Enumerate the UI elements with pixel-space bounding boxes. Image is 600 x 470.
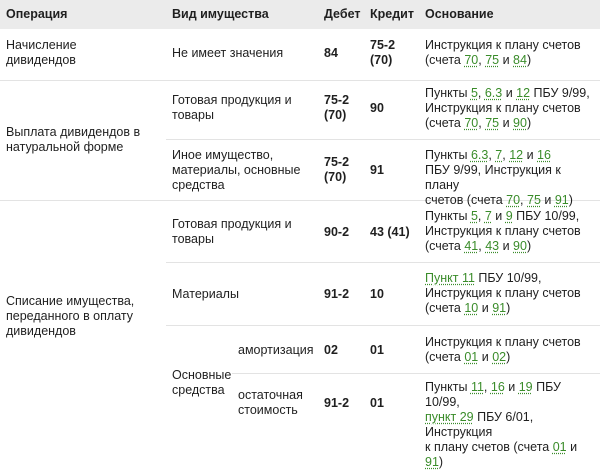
basis-text: ) (526, 239, 532, 253)
reference-link[interactable]: 91 (554, 193, 569, 207)
cell-line: Иное имущество, (172, 148, 274, 162)
basis-cell (425, 335, 597, 365)
debit-cell: 91-2 (324, 287, 350, 301)
basis-text: ПБУ 9/99, Инструкция к плану (425, 163, 561, 192)
basis-text: ) (526, 116, 532, 130)
credit-cell: 01 (370, 343, 384, 357)
basis-text: , (478, 116, 486, 130)
basis-text: и (499, 239, 514, 253)
basis-text: и (499, 53, 514, 67)
basis-text: и (502, 86, 517, 100)
cell-line: 75-2 (324, 93, 350, 107)
cell-line: Готовая продукция и (172, 217, 292, 231)
basis-text: , (478, 53, 486, 67)
reference-link[interactable]: 75 (485, 53, 500, 67)
row-divider (232, 373, 600, 374)
basis-line (425, 38, 597, 53)
reference-link[interactable]: 16 (537, 148, 551, 162)
reference-link[interactable]: 6.3 (484, 86, 503, 100)
cell-line: Не имеет значения (172, 46, 284, 60)
basis-line (425, 116, 597, 131)
reference-link[interactable]: 5 (470, 209, 478, 223)
debit-cell: 91-2 (324, 396, 350, 410)
credit-cell: 43 (41) (370, 225, 410, 239)
reference-link[interactable]: 9 (505, 209, 513, 223)
reference-link[interactable]: 5 (470, 86, 478, 100)
basis-text: ПБУ 10/99, (474, 271, 542, 285)
cell-line: Начисление (6, 38, 77, 52)
basis-text: и (523, 148, 538, 162)
reference-link[interactable]: 11 (470, 380, 484, 394)
basis-text: Инструкция к плану счетов (425, 335, 581, 349)
basis-line (425, 350, 597, 365)
reference-link[interactable]: 91 (425, 455, 439, 469)
cell-line: средства (172, 383, 225, 397)
basis-text: ПБУ 10/99, (512, 209, 580, 223)
row-divider (0, 80, 166, 81)
reference-link[interactable]: 19 (518, 380, 533, 394)
basis-line (425, 380, 597, 410)
basis-text: и (491, 209, 506, 223)
reference-link[interactable]: 12 (516, 86, 531, 100)
property-cell (172, 46, 312, 61)
basis-text: Пункты (425, 209, 471, 223)
basis-text: и (478, 301, 493, 315)
cell-line: дивидендов (6, 324, 76, 338)
reference-link[interactable]: 70 (506, 193, 521, 207)
reference-link[interactable]: 70 (464, 116, 479, 130)
basis-text: , (483, 380, 491, 394)
credit-cell: 01 (370, 396, 384, 410)
basis-text: ) (438, 455, 444, 469)
cell-line: товары (172, 232, 214, 246)
row-divider (166, 325, 600, 326)
basis-text: , (520, 193, 527, 207)
basis-text: Инструкция к плану счетов (425, 286, 581, 300)
debit-cell: 90-2 (324, 225, 350, 239)
cell-line: Основные (172, 368, 232, 382)
property-cell (172, 217, 312, 247)
basis-cell (425, 380, 597, 470)
operation-cell (6, 125, 156, 155)
basis-text: ) (526, 53, 532, 67)
cell-line: натуральной форме (6, 140, 124, 154)
reference-link[interactable]: пункт 29 (425, 410, 474, 424)
fixed-assets-label (172, 368, 232, 398)
basis-line (425, 301, 597, 316)
basis-text: Инструкция к плану счетов (425, 101, 581, 115)
basis-text: (счета (425, 239, 465, 253)
header-debit: Дебет (324, 7, 361, 21)
basis-text: Инструкция к плану счетов (425, 38, 581, 52)
property-cell (172, 93, 312, 123)
basis-text: Инструкция к плану счетов (425, 224, 581, 238)
basis-cell (425, 148, 597, 208)
row-divider (166, 262, 600, 263)
operation-cell (6, 38, 156, 68)
basis-line (425, 53, 597, 68)
basis-line (425, 193, 597, 208)
basis-text: ) (506, 350, 511, 364)
basis-text: ) (568, 193, 573, 207)
cell-line: 75-2 (324, 155, 350, 169)
reference-link[interactable]: 75 (527, 193, 541, 207)
basis-line (425, 335, 597, 350)
property-subcell (238, 388, 318, 418)
cell-line: (70) (324, 108, 347, 122)
cell-line: Выплата дивидендов в (6, 125, 141, 139)
basis-line (425, 410, 597, 440)
basis-text: и (504, 380, 519, 394)
cell-line: остаточная (238, 388, 303, 402)
basis-text: Пункты (425, 148, 471, 162)
reference-link[interactable]: 70 (464, 53, 479, 67)
basis-cell (425, 271, 597, 316)
basis-text: и (540, 193, 555, 207)
basis-text: Пункты (425, 86, 471, 100)
reference-link[interactable]: 12 (509, 148, 524, 162)
reference-link[interactable]: 7 (495, 148, 503, 162)
debit-cell (324, 93, 349, 123)
credit-cell: 91 (370, 163, 384, 177)
cell-line: (70) (370, 53, 393, 67)
cell-line: амортизация (238, 343, 314, 357)
basis-text: , (502, 148, 510, 162)
basis-text: и (478, 350, 493, 364)
basis-text: (счета (425, 53, 465, 67)
basis-line (425, 271, 597, 286)
basis-line (425, 86, 597, 101)
basis-line (425, 286, 597, 301)
basis-text: к плану счетов (счета (425, 440, 553, 454)
basis-line (425, 163, 597, 193)
basis-text: (счета (425, 116, 465, 130)
reference-link[interactable]: 10 (464, 301, 479, 315)
credit-cell (370, 38, 395, 68)
cell-line: материалы, основные (172, 163, 301, 177)
cell-line: стоимость (238, 403, 298, 417)
basis-text: ПБУ 10/99, (425, 380, 561, 409)
reference-link[interactable]: 43 (485, 239, 500, 253)
header-operation: Операция (6, 7, 68, 21)
basis-text: (счета (425, 350, 465, 364)
basis-text: и (566, 440, 578, 454)
reference-link[interactable]: 01 (552, 440, 567, 454)
basis-text: , (488, 148, 496, 162)
reference-link[interactable]: 91 (492, 301, 507, 315)
row-divider (0, 200, 166, 201)
basis-line (425, 148, 597, 163)
reference-link[interactable]: 16 (490, 380, 505, 394)
header-credit: Кредит (370, 7, 414, 21)
basis-line (425, 440, 597, 470)
basis-text: ПБУ 6/01, Инструкция (425, 410, 534, 439)
cell-line: Списание имущества, (6, 294, 135, 308)
cell-line: дивидендов (6, 53, 76, 67)
row-divider (166, 80, 600, 81)
property-cell (172, 287, 312, 302)
basis-cell (425, 209, 597, 254)
basis-text: и (499, 116, 514, 130)
cell-line: Готовая продукция и (172, 93, 292, 107)
basis-text: (счета (425, 301, 465, 315)
basis-cell (425, 86, 597, 131)
basis-cell (425, 38, 597, 68)
reference-link[interactable]: 7 (484, 209, 492, 223)
basis-text: , (478, 239, 486, 253)
basis-text: , (477, 209, 485, 223)
credit-cell: 10 (370, 287, 384, 301)
reference-link[interactable]: 6.3 (470, 148, 489, 162)
property-cell (172, 148, 312, 193)
credit-cell: 90 (370, 101, 384, 115)
operation-cell (6, 294, 156, 339)
reference-link[interactable]: 41 (464, 239, 479, 253)
reference-link[interactable]: 02 (492, 350, 507, 364)
basis-line (425, 101, 597, 116)
reference-link[interactable]: Пункт 11 (425, 271, 475, 285)
cell-line: (70) (324, 170, 347, 184)
debit-cell: 02 (324, 343, 338, 357)
basis-line (425, 224, 597, 239)
table-header (0, 0, 600, 29)
cell-line: переданного в оплату (6, 309, 133, 323)
basis-text: счетов (счета (425, 193, 507, 207)
header-basis: Основание (425, 7, 494, 21)
reference-link[interactable]: 90 (513, 239, 527, 253)
basis-text: ПБУ 9/99, (530, 86, 590, 100)
basis-text: ) (506, 301, 511, 315)
reference-link[interactable]: 75 (485, 116, 500, 130)
basis-line (425, 239, 597, 254)
reference-link[interactable]: 84 (513, 53, 527, 67)
debit-cell (324, 155, 349, 185)
cell-line: товары (172, 108, 214, 122)
header-property: Вид имущества (172, 7, 269, 21)
debit-cell: 84 (324, 46, 338, 60)
reference-link[interactable]: 01 (464, 350, 479, 364)
property-subcell (238, 343, 318, 358)
reference-link[interactable]: 90 (513, 116, 527, 130)
basis-text: Пункты (425, 380, 471, 394)
cell-line: 75-2 (370, 38, 396, 52)
cell-line: средства (172, 178, 225, 192)
basis-line (425, 209, 597, 224)
cell-line: Материалы (172, 287, 239, 301)
row-divider (166, 139, 600, 140)
basis-text: , (477, 86, 485, 100)
